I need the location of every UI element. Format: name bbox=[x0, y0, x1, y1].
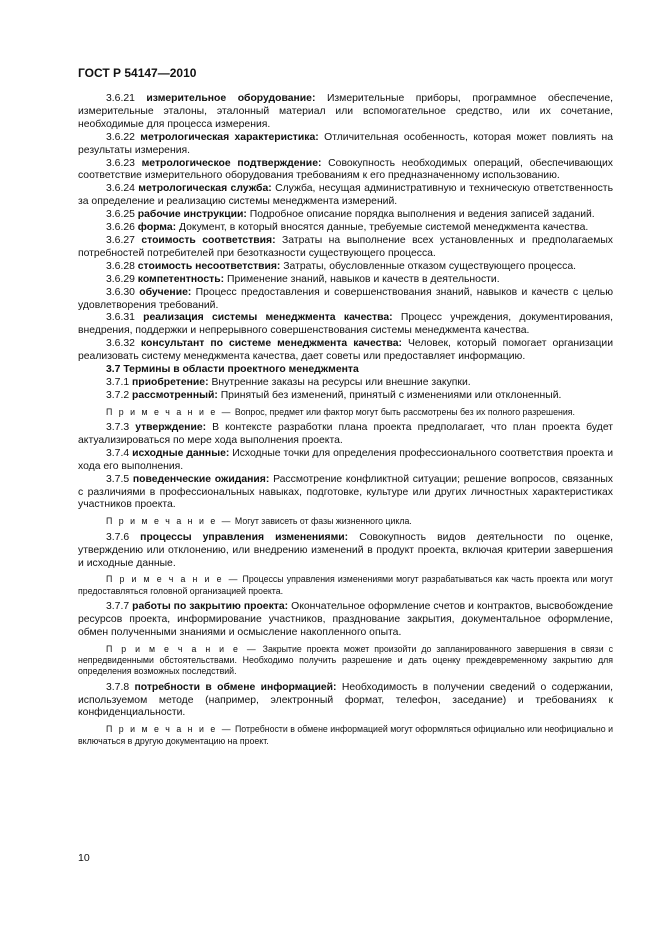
term-3-6-27: 3.6.27 стоимость соответствия: Затраты на выполнение всех установленных и предполагаемых потребностей потребителей при безотказности существующего процесса. bbox=[78, 234, 613, 259]
term-3-7-1: 3.7.1 приобретение: Внутренние заказы на ресурсы или внешние закупки. bbox=[106, 376, 471, 388]
term-3-6-29: 3.6.29 компетентность: Применение знаний, навыков и качеств в деятельности. bbox=[106, 273, 500, 285]
term-3-6-28: 3.6.28 стоимость несоответствия: Затраты, обусловленные отказом существующего процесса. bbox=[106, 260, 576, 272]
term-3-7-6: 3.7.6 процессы управления изменениями: Совокупность видов деятельности по оценке, утверждению или отклонению, или внедрению изменений в продукт проекта, включая критерии завершения и исходные данные. bbox=[78, 531, 614, 569]
note-3-7-7: П р и м е ч а н и е — Закрытие проекта может произойти до запланированного завершения в связи с непредвиденными обстоятельствами. Необходимо получить разрешение и дать оценку преждевременному закрытию для определения возможных последствий. bbox=[78, 643, 613, 677]
terms-block-3-6 bbox=[78, 93, 613, 364]
note-label: П р и м е ч а н и е — bbox=[106, 516, 233, 527]
term-3-6-32: 3.6.32 консультант по системе менеджмента качества: Человек, который помогает организации реализовать систему менеджмента качества, дает советы или предоставляет информацию. bbox=[78, 338, 614, 363]
note-3-7-6: П р и м е ч а н и е — Процессы управления изменениями могут разрабатываться как часть проекта или могут предоставляться головной организацией проекта. bbox=[78, 574, 614, 596]
term-3-6-30: 3.6.30 обучение: Процесс предоставления и совершенствования знаний, навыков и качеств с целью удовлетворения требований. bbox=[78, 286, 614, 311]
term-3-7-2: 3.7.2 рассмотренный: Принятый без изменений, принятый с изменениями или отклоненный. bbox=[106, 389, 562, 401]
section-title: 3.7 Термины в области проектного менеджмента bbox=[106, 364, 359, 376]
note-3-7-5: П р и м е ч а н и е — Могут зависеть от фазы жизненного цикла. bbox=[106, 516, 412, 527]
term-3-7-8: 3.7.8 потребности в обмене информацией: Необходимость в получении сведений о содержании, используемом методе (например, электронный формат, телефон, заседание) и требованиях к конфиденциальности. bbox=[78, 681, 614, 719]
document-header: ГОСТ Р 54147—2010 bbox=[78, 66, 197, 80]
note-3-7-2: П р и м е ч а н и е — Вопрос, предмет или фактор могут быть рассмотрены без их полного разрешения. bbox=[106, 406, 575, 417]
note-label: П р и м е ч а н и е — bbox=[106, 724, 233, 735]
term-3-7-3: 3.7.3 утверждение: В контексте разработки плана проекта предполагает, что план проекта будет актуализироваться по мере хода выполнения проекта. bbox=[78, 422, 614, 446]
note-label: П р и м е ч а н и е — bbox=[106, 574, 240, 585]
term-3-6-31: 3.6.31 реализация системы менеджмента качества: Процесс учреждения, документирования, внедрения, поддержки и непрерывного совершенствования системы менеджмента качества. bbox=[78, 312, 613, 337]
term-3-6-25: 3.6.25 рабочие инструкции: Подробное описание порядка выполнения и ведения записей заданий. bbox=[106, 209, 595, 221]
note-label: П р и м е ч а н и е — bbox=[106, 643, 258, 654]
term-3-7-7: 3.7.7 работы по закрытию проекта: Окончательное оформление счетов и контрактов, высвобождение ресурсов проекта, информирование участников, празднование закрытия, документальное оформление, обмен полученными знаниями и осмысление накопленного опыта. bbox=[78, 601, 614, 638]
note-label: П р и м е ч а н и е — bbox=[106, 406, 233, 417]
term-3-6-24: 3.6.24 метрологическая служба: Служба, несущая административную и техническую ответственность за определение и реализацию системы менеджмента измерений. bbox=[78, 183, 613, 208]
term-3-7-4: 3.7.4 исходные данные: Исходные точки для определения профессионального соответствия проекта и хода его выполнения. bbox=[78, 447, 613, 472]
term-3-7-5: 3.7.5 поведенческие ожидания: Рассмотрение конфликтной ситуации; решение вопросов, связанных с различиями в профессиональных навыках, подготовке, культуре или других личностных характеристиках участников проекта. bbox=[78, 473, 613, 511]
term-3-6-26: 3.6.26 форма: Документ, в который вносятся данные, требуемые системой менеджмента качества. bbox=[106, 222, 589, 234]
note-3-7-8: П р и м е ч а н и е — Потребности в обмене информацией могут оформляться официально или неофициально и включаться в другую документацию на проект. bbox=[78, 724, 613, 746]
term-3-6-22: 3.6.22 метрологическая характеристика: Отличительная особенность, которая может повлиять на результаты измерения. bbox=[78, 131, 614, 156]
term-3-6-21: 3.6.21 измерительное оборудование: Измерительные приборы, программное обеспечение, измерительные эталоны, эталонный материал или вспомогательное средство, или их сочетание, необходимые для процесса измерения. bbox=[78, 93, 614, 130]
document-body bbox=[78, 93, 613, 751]
page-number: 10 bbox=[78, 852, 90, 864]
term-3-6-23: 3.6.23 метрологическое подтверждение: Совокупность необходимых операций, обеспечивающих соответствие измерительного оборудования требованиям к его предназначенному использованию. bbox=[78, 157, 613, 182]
